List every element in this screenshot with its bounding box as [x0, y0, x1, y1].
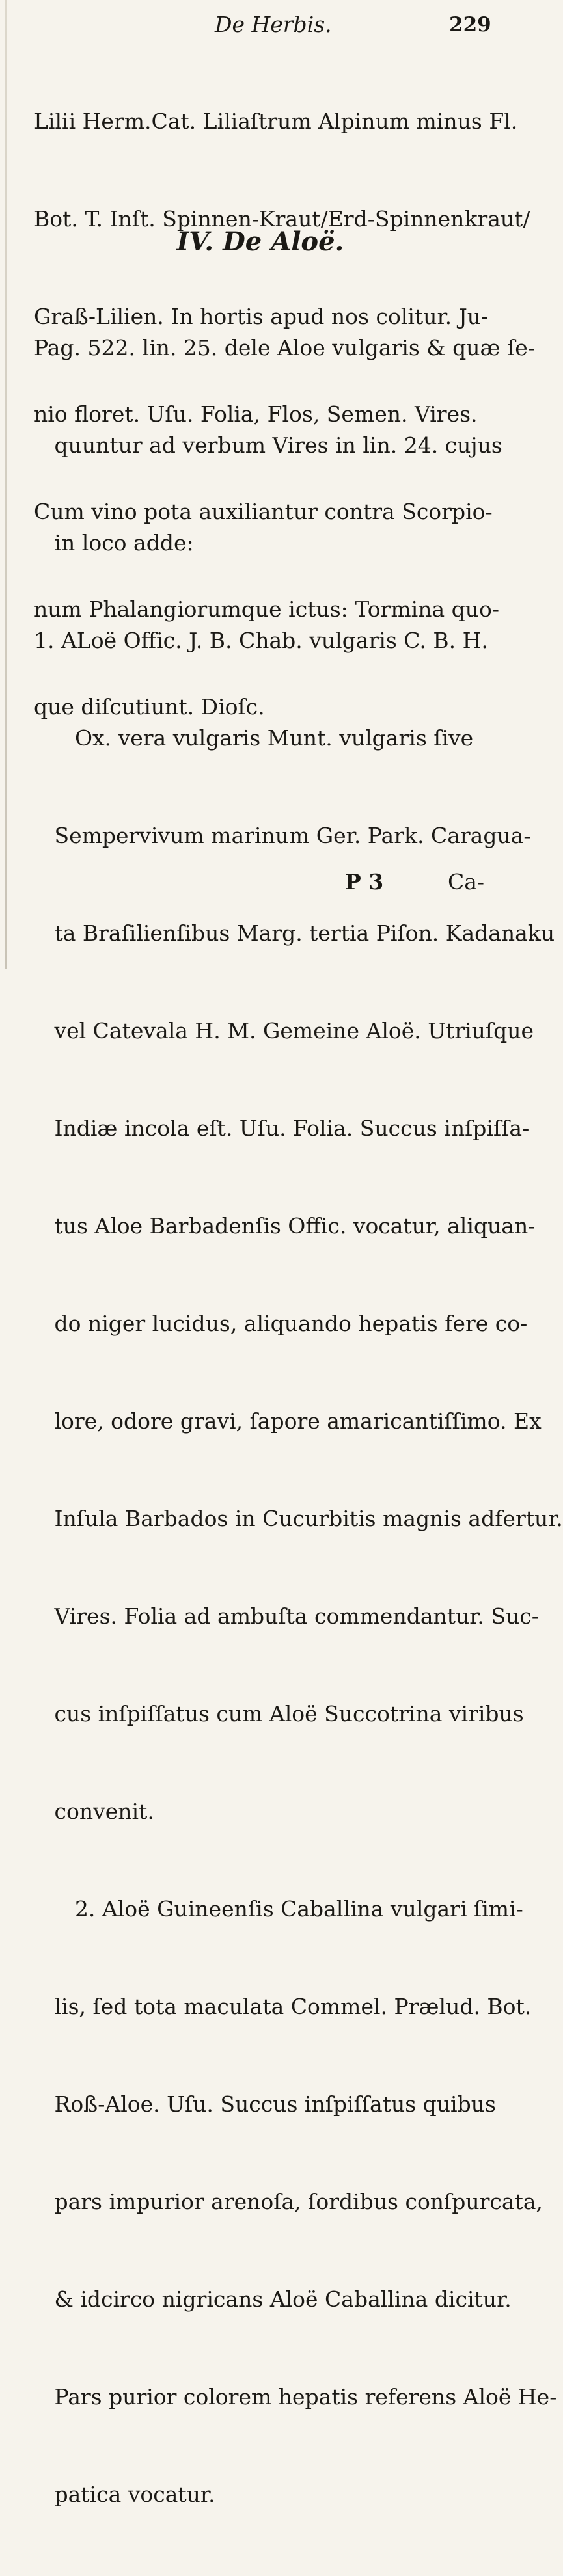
text-line: Lilii Herm.Cat. Liliaſtrum Alpinum minus Fl. — [34, 109, 518, 134]
text-line: lis, ſed tota maculata Commel. Prælud. Bot. — [34, 1994, 532, 2019]
text-line: Cum vino pota auxiliantur contra Scorpio- — [34, 499, 493, 524]
text-line: Bot. T. Inſt. Spinnen-Kraut/Erd-Spinnenkraut/ — [34, 206, 530, 232]
text-line: ta Braſilienſibus Marg. tertia Piſon. Kadanaku — [34, 920, 555, 946]
running-header — [0, 12, 521, 38]
text-line: nio floret. Uſu. Folia, Flos, Semen. Vires. — [34, 401, 478, 427]
text-line: & idcirco nigricans Aloë Caballina dicitur. — [34, 2287, 512, 2312]
text-line: Inſula Barbados in Cucurbitis magnis adfertur. — [34, 1506, 563, 1531]
section-heading: IV. De Aloë. — [176, 226, 344, 257]
text-line: in loco adde: — [34, 530, 194, 556]
text-line: Vires. Folia ad ambuſta commendantur. Suc- — [34, 1603, 539, 1629]
text-line: Pars purior colorem hepatis referens Aloë He- — [34, 2384, 557, 2409]
text-line: quuntur ad verbum Vires in lin. 24. cujus — [34, 433, 502, 458]
page-number: 229 — [449, 13, 491, 36]
text-line: Pag. 522. lin. 25. dele Aloe vulgaris & quæ ſe- — [34, 335, 535, 360]
running-title: De Herbis. — [215, 12, 332, 37]
text-line: pars impurior arenoſa, ſordibus conſpurcata, — [34, 2189, 543, 2214]
text-line: num Phalangiorumque ictus: Tormina quo- — [34, 597, 500, 622]
entry-aloe — [34, 267, 563, 2576]
text-line: do niger lucidus, aliquando hepatis fere co- — [34, 1311, 528, 1336]
signature-mark: P 3 — [345, 869, 384, 894]
text-line: tus Aloe Barbadenſis Offic. vocatur, aliquan- — [34, 1213, 536, 1239]
text-line: Indiæ incola eſt. Uſu. Folia. Succus inſpiſſa- — [34, 1116, 530, 1141]
text-line: cus inſpiſſatus cum Aloë Succotrina viribus — [34, 1701, 524, 1726]
text-line: Roß-Aloe. Uſu. Succus inſpiſſatus quibus — [34, 2091, 496, 2117]
page-footer — [0, 869, 521, 902]
catchword: Ca- — [448, 869, 485, 894]
text-line: Sempervivum marinum Ger. Park. Caragua- — [34, 823, 531, 848]
text-line: Ox. vera vulgaris Munt. vulgaris ſive — [34, 725, 474, 751]
text-line: lore, odore gravi, ſapore amaricantiſſimo. Ex — [34, 1408, 542, 1434]
text-line: que diſcutiunt. Dioſc. — [34, 694, 265, 719]
page-edge-shadow — [5, 0, 7, 969]
text-line: patica vocatur. — [34, 2482, 215, 2507]
text-line: 2. Aloë Guineenſis Caballina vulgari ſimi- — [34, 1896, 523, 1922]
text-line: vel Catevala H. M. Gemeine Aloë. Utriuſque — [34, 1018, 534, 1043]
text-line: 1. ALoë Offic. J. B. Chab. vulgaris C. B. H. — [34, 628, 488, 653]
text-line: Graß-Lilien. In hortis apud nos colitur. Ju- — [34, 304, 489, 329]
text-line: convenit. — [34, 1799, 154, 1824]
